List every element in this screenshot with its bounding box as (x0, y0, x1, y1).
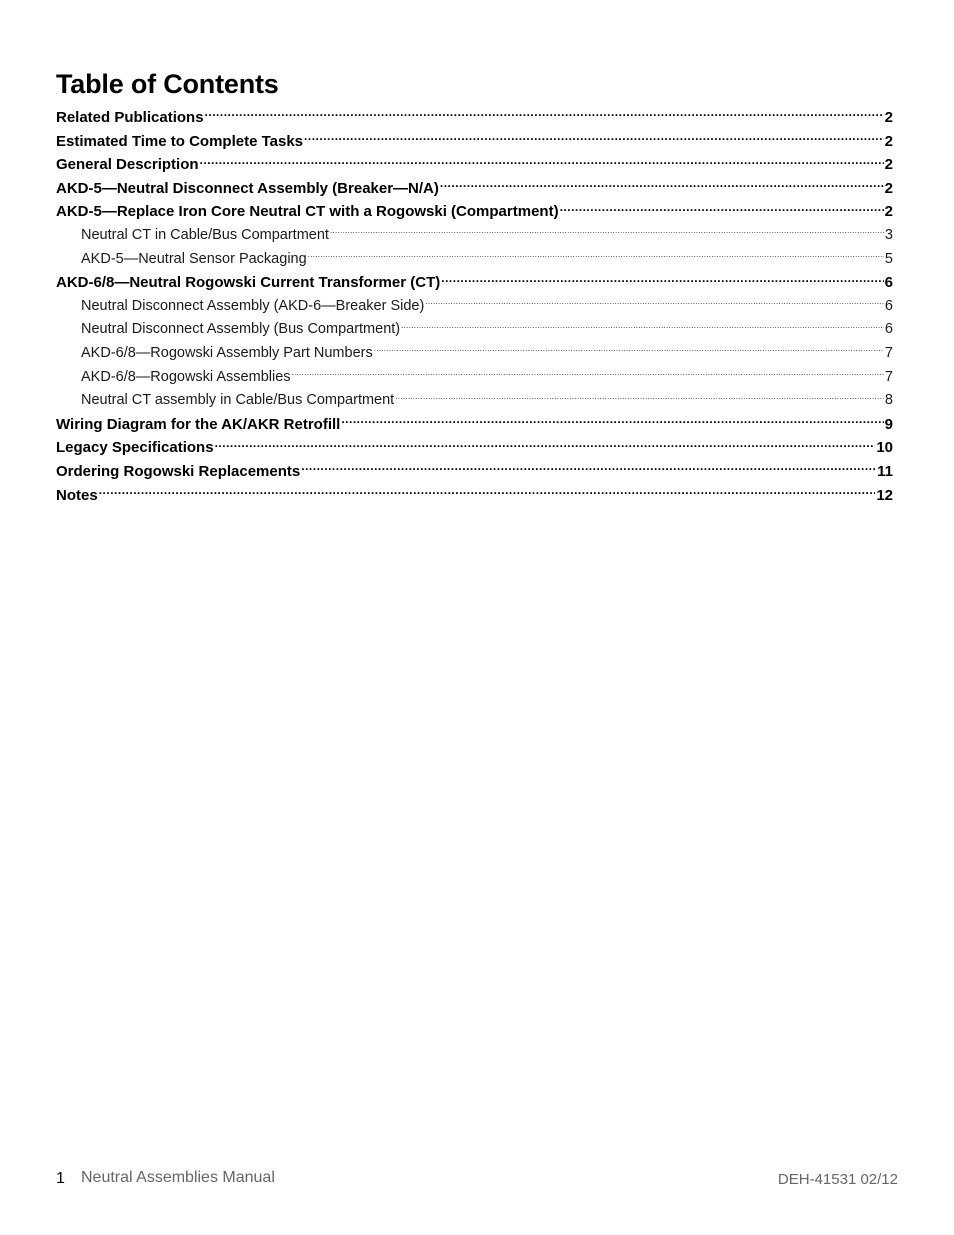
toc-entry-title: AKD-5—Neutral Sensor Packaging (81, 250, 307, 267)
toc-entry-page-number: 2 (884, 203, 893, 221)
toc-subentry[interactable] (56, 248, 893, 272)
footer-document-id: DEH-41531 02/12 (777, 1171, 898, 1188)
toc-dot-leader (425, 295, 884, 310)
toc-subentry[interactable] (56, 318, 893, 342)
toc-dot-leader (99, 485, 876, 500)
toc-subentry[interactable] (56, 389, 893, 413)
toc-entry-page-number: 6 (884, 321, 893, 338)
toc-subentry[interactable] (56, 224, 893, 248)
toc-dot-leader (441, 272, 883, 287)
toc-entry[interactable] (56, 436, 893, 460)
toc-entry-page-number: 2 (884, 179, 893, 197)
toc-entry-page-number: 12 (876, 486, 893, 504)
toc-dot-leader (301, 461, 876, 476)
toc-subentry[interactable] (56, 342, 893, 366)
toc-entry[interactable] (56, 177, 893, 201)
toc-entry-title: AKD-5—Neutral Disconnect Assembly (Breaker—N/A) (56, 179, 439, 197)
toc-entry-page-number: 3 (884, 226, 893, 243)
toc-dot-leader (401, 319, 884, 334)
toc-dot-leader (374, 342, 884, 357)
toc-dot-leader (308, 248, 884, 263)
toc-entry-title: Notes (56, 486, 98, 504)
toc-entry-page-number: 9 (884, 415, 893, 433)
table-of-contents (56, 106, 893, 507)
toc-entry-title: Neutral CT assembly in Cable/Bus Compartment (81, 392, 395, 409)
toc-dot-leader (395, 390, 884, 405)
footer-manual-title: Neutral Assemblies Manual (81, 1169, 275, 1186)
toc-entry[interactable] (56, 271, 893, 295)
toc-entry-title: Wiring Diagram for the AK/AKR Retrofill (56, 415, 341, 433)
toc-dot-leader (304, 131, 884, 146)
toc-entry[interactable] (56, 106, 893, 130)
toc-dot-leader (560, 201, 884, 216)
toc-entry[interactable] (56, 460, 893, 484)
toc-entry-page-number: 5 (884, 250, 893, 267)
toc-dot-leader (215, 437, 876, 452)
toc-entry[interactable] (56, 130, 893, 154)
toc-entry-page-number: 2 (884, 132, 893, 150)
toc-entry-page-number: 6 (884, 274, 893, 292)
toc-subentry[interactable] (56, 366, 893, 390)
toc-entry[interactable] (56, 484, 893, 508)
toc-entry-title: Neutral Disconnect Assembly (Bus Compartment) (81, 321, 401, 338)
toc-entry-title: Ordering Rogowski Replacements (56, 462, 301, 480)
footer-page-number: 1 (56, 1170, 65, 1187)
toc-entry-title: Related Publications (56, 109, 204, 126)
toc-entry-page-number: 6 (884, 297, 893, 314)
toc-dot-leader (330, 224, 884, 239)
page-title: Table of Contents (56, 69, 279, 99)
toc-entry-page-number: 11 (877, 462, 893, 480)
toc-entry-title: Legacy Specifications (56, 439, 214, 457)
toc-entry[interactable] (56, 413, 893, 437)
toc-dot-leader (440, 178, 884, 193)
toc-subentry[interactable] (56, 295, 893, 319)
toc-dot-leader (205, 107, 884, 122)
toc-entry-title: General Description (56, 156, 199, 174)
toc-entry-title: AKD-5—Replace Iron Core Neutral CT with a Rogowski (Compartment) (56, 203, 559, 221)
toc-dot-leader (200, 154, 884, 169)
toc-entry-page-number: 7 (884, 368, 893, 385)
toc-entry-page-number: 7 (884, 344, 893, 361)
toc-entry-title: AKD-6/8—Neutral Rogowski Current Transformer (CT) (56, 274, 441, 292)
toc-entry-page-number: 2 (884, 156, 893, 174)
toc-entry-title: AKD-6/8—Rogowski Assemblies (81, 368, 291, 385)
toc-entry[interactable] (56, 200, 893, 224)
toc-entry-title: Neutral Disconnect Assembly (AKD-6—Breaker Side) (81, 297, 425, 314)
toc-entry-page-number: 8 (884, 392, 893, 409)
toc-entry-title: Estimated Time to Complete Tasks (56, 132, 304, 150)
toc-entry[interactable] (56, 153, 893, 177)
toc-entry-page-number: 10 (876, 439, 893, 457)
toc-entry-page-number: 2 (884, 109, 893, 126)
toc-dot-leader (341, 414, 883, 429)
toc-entry-title: Neutral CT in Cable/Bus Compartment (81, 226, 329, 243)
toc-entry-title: AKD-6/8—Rogowski Assembly Part Numbers (81, 344, 373, 361)
toc-dot-leader (292, 366, 884, 381)
